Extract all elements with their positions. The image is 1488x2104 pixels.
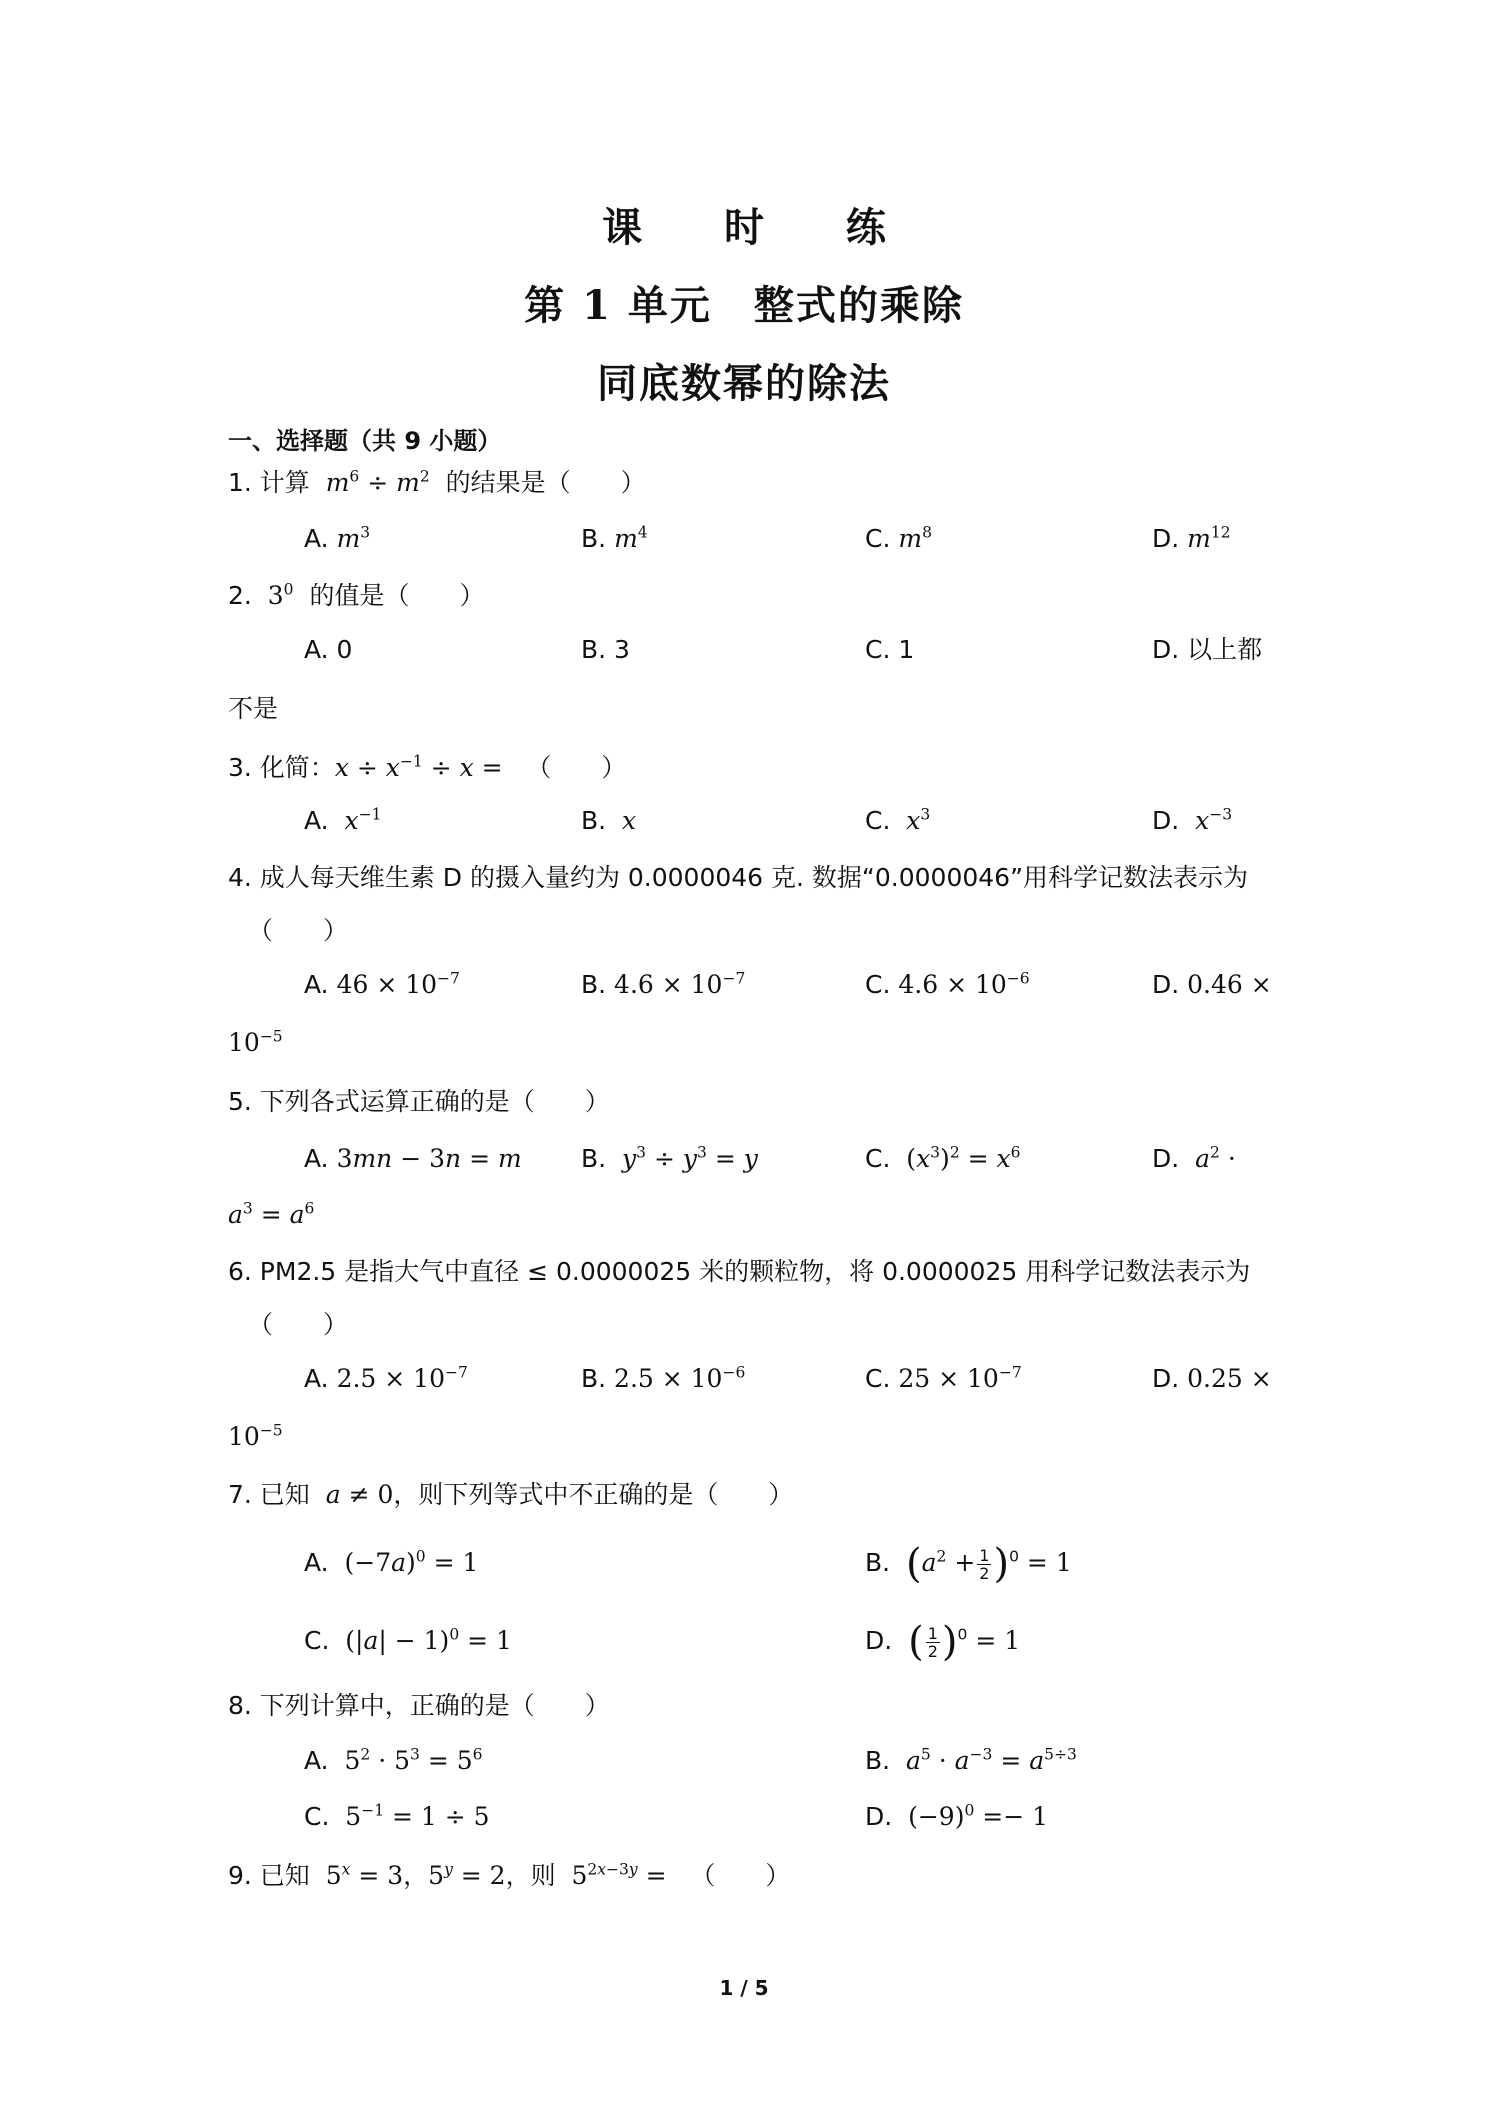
question-2: 2. $3^0$ 的值是（ ） — [228, 580, 485, 610]
q7-option-a: A. $(-7a)^0 = 1$ — [304, 1547, 479, 1577]
q5-option-a: A. 3mn − 3n = m — [304, 1144, 522, 1173]
q8-option-a: A. $5^2 \cdot 5^3 = 5^6$ — [304, 1745, 483, 1775]
q1-option-a: A. $m^3$ — [304, 523, 371, 553]
q5-option-d-wrap: $a^3 = a^6$ — [228, 1199, 315, 1229]
lesson-title: 同底数幂的除法 — [597, 360, 891, 407]
question-4: 4. 成人每天维生素 D 的摄入量约为 0.0000046 克. 数据“0.0000046”用科学记数法表示为 — [228, 863, 1249, 892]
q6-option-d-wrap: $10^{-5}$ — [228, 1421, 283, 1451]
question-8: 8. 下列计算中，正确的是（ ） — [228, 1691, 610, 1720]
q1-option-d: D. $m^{12}$ — [1152, 523, 1231, 553]
q4-blank: （ ） — [248, 916, 349, 945]
question-3: 3. 化简：$x \div x^{-1} \div x$ = （ ） — [228, 752, 627, 782]
q6-blank: （ ） — [248, 1310, 349, 1339]
section-heading: 一、选择题（共 9 小题） — [228, 427, 502, 455]
q5-option-c: C. $(x^3)^2 = x^6$ — [865, 1143, 1021, 1173]
q4-option-d-wrap: $10^{-5}$ — [228, 1027, 283, 1057]
q6-option-a: A. $2.5 \times 10^{-7}$ — [304, 1363, 468, 1393]
q4-option-a: A. $46 \times 10^{-7}$ — [304, 969, 460, 999]
q8-option-b: B. $a^5 \cdot a^{-3} = a^{5\div 3}$ — [865, 1745, 1077, 1775]
q1-option-b: B. $m^4$ — [581, 523, 648, 553]
q3-option-a: A. $x^{-1}$ — [304, 805, 382, 835]
q2-option-d-wrap: 不是 — [228, 694, 279, 723]
q3-option-d: D. $x^{-3}$ — [1152, 805, 1233, 835]
q6-option-b: B. $2.5 \times 10^{-6}$ — [581, 1363, 746, 1393]
q4-option-c: C. $4.6 \times 10^{-6}$ — [865, 969, 1030, 999]
q5-option-b: B. $y^3 \div y^3 = y$ — [581, 1143, 758, 1173]
question-7: 7. 已知 a ≠ 0，则下列等式中不正确的是（ ） — [228, 1480, 794, 1509]
page-title: 课 时 练 — [602, 204, 920, 251]
q4-option-b: B. $4.6 \times 10^{-7}$ — [581, 969, 746, 999]
question-1 — [228, 466, 646, 500]
page-number: 1 / 5 — [719, 1976, 769, 2000]
unit-title: 第 1 单元 整式的乘除 — [524, 282, 964, 329]
q8-option-c: C. $5^{-1} = 1 \div 5$ — [304, 1801, 490, 1831]
q1-formula: $m^6 \div m^2$ — [317, 467, 430, 497]
q7-option-d: D. ( $\frac{1}{2}$ )$^0$ = 1 — [865, 1619, 1021, 1665]
q2-option-a: A. 0 — [304, 635, 353, 664]
q6-option-c: C. $25 \times 10^{-7}$ — [865, 1363, 1022, 1393]
q3-option-b: B. x — [581, 806, 637, 835]
q1-stem-prefix: 1. 计算 — [228, 468, 310, 497]
q1-option-c: C. $m^8$ — [865, 523, 932, 553]
q1-stem-suffix: 的结果是（ ） — [445, 468, 646, 497]
q7-option-c: C. $(|a| - 1)^0 = 1$ — [304, 1625, 512, 1655]
q4-option-d: D. 0.46 × — [1152, 970, 1272, 999]
q3-option-c: C. $x^3$ — [865, 805, 931, 835]
q2-option-c: C. 1 — [865, 635, 915, 664]
q2-option-b: B. 3 — [581, 635, 630, 664]
question-9: 9. 已知 5$^x$ = 3，5$^y$ = 2，则 $5^{2x-3y}$ = （ ） — [228, 1860, 791, 1890]
question-5: 5. 下列各式运算正确的是（ ） — [228, 1087, 610, 1116]
q8-option-d: D. $(-9)^0 =- 1$ — [865, 1801, 1049, 1831]
q2-option-d: D. 以上都 — [1152, 635, 1263, 664]
question-6: 6. PM2.5 是指大气中直径 ≤ 0.0000025 米的颗粒物，将 0.0000025 用科学记数法表示为 — [228, 1257, 1251, 1286]
q7-option-b: B. ($a^2$ + $\frac{1}{2}$ )$^0$ = 1 — [865, 1541, 1072, 1587]
q6-option-d: D. 0.25 × — [1152, 1364, 1272, 1393]
q5-option-d: D. $a^2$ · — [1152, 1143, 1236, 1173]
